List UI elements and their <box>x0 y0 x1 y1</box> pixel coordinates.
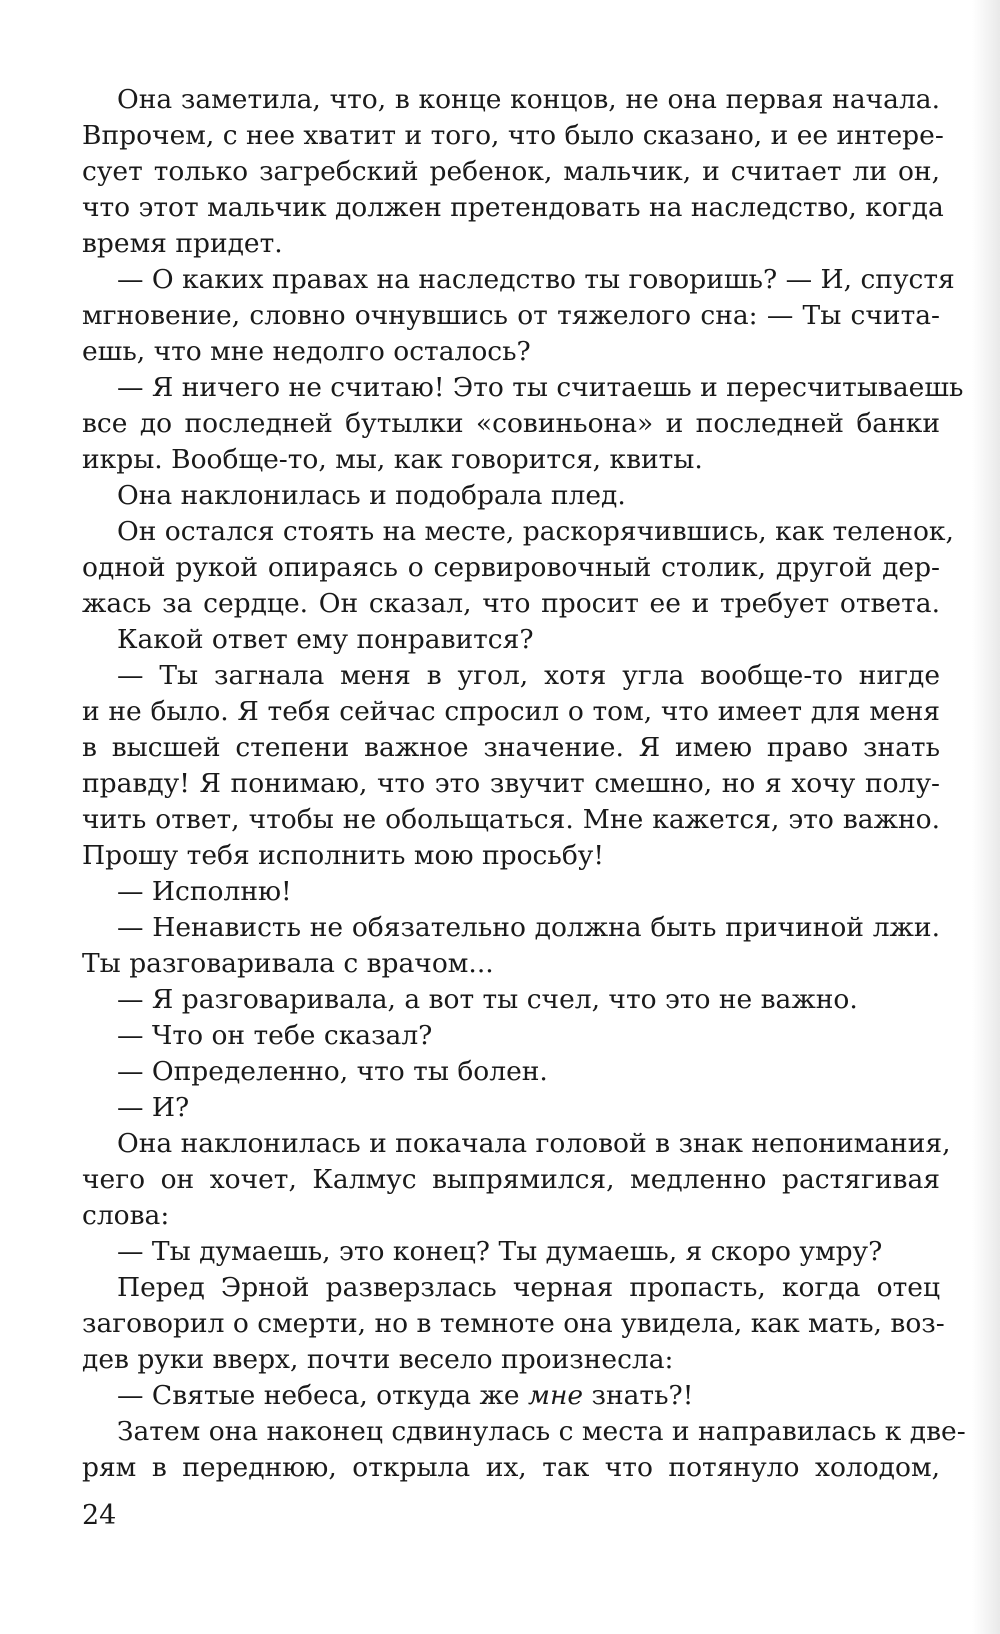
text-line: — Что он тебе сказал? <box>117 1020 433 1051</box>
text-line: одной рукой опираясь о сервировочный столик, другой дер- <box>82 552 940 583</box>
text-line: правду! Я понимаю, что это звучит смешно, но я хочу полу- <box>82 768 940 799</box>
text-line: Она наклонилась и покачала головой в знак непонимания, <box>117 1128 951 1159</box>
text-line: сует только загребский ребенок, мальчик, и считает ли он, <box>82 156 940 187</box>
text-line: чего он хочет, Калмус выпрямился, медленно растягивая <box>82 1164 940 1195</box>
text-line: дев руки вверх, почти весело произнесла: <box>82 1344 674 1375</box>
text-line-with-italic <box>82 1378 940 1414</box>
text-line: — Ты загнала меня в угол, хотя угла вообще-то нигде <box>117 660 940 691</box>
page-edge-shadow <box>972 0 1000 1634</box>
text-line: жась за сердце. Он сказал, что просит ее и требует ответа. <box>82 588 940 619</box>
body-text <box>82 82 966 1486</box>
text-line: — Я разговаривала, а вот ты счел, что это не важно. <box>117 984 858 1015</box>
text-line: Какой ответ ему понравится? <box>117 624 534 655</box>
text-line: Она наклонилась и подобрала плед. <box>117 480 626 511</box>
text-line: в высшей степени важное значение. Я имею право знать <box>82 732 940 763</box>
text-line: ешь, что мне недолго осталось? <box>82 336 531 367</box>
text-line: — О каких правах на наследство ты говоришь? — И, спустя <box>117 264 955 295</box>
text-line: и не было. Я тебя сейчас спросил о том, что имеет для меня <box>82 696 940 727</box>
text-line: Затем она наконец сдвинулась с места и направилась к две- <box>117 1416 966 1447</box>
text-segment: — Святые небеса, откуда же <box>117 1380 528 1411</box>
text-line: — Исполню! <box>117 876 292 907</box>
text-line: чить ответ, чтобы не обольщаться. Мне кажется, это важно. <box>82 804 940 835</box>
text-line: заговорил о смерти, но в темноте она увидела, как мать, воз- <box>82 1308 945 1339</box>
text-line: Он остался стоять на месте, раскорячившись, как теленок, <box>117 516 954 547</box>
text-line: Она заметила, что, в конце концов, не она первая начала. <box>117 84 940 115</box>
text-line: мгновение, словно очнувшись от тяжелого сна: — Ты счита- <box>82 300 940 331</box>
text-line: слова: <box>82 1200 170 1231</box>
text-line: что этот мальчик должен претендовать на наследство, когда <box>82 192 944 223</box>
page-number: 24 <box>82 1500 117 1531</box>
text-segment: знать?! <box>583 1380 694 1411</box>
text-line: — И? <box>117 1092 190 1123</box>
italic-word: мне <box>527 1380 584 1411</box>
text-line: — Ненависть не обязательно должна быть причиной лжи. <box>117 912 940 943</box>
text-line: рям в переднюю, открыла их, так что потянуло холодом, <box>82 1452 940 1483</box>
text-line: время придет. <box>82 228 283 259</box>
text-line: Ты разговаривала с врачом... <box>82 948 494 979</box>
text-line: все до последней бутылки «совиньона» и последней банки <box>82 408 940 439</box>
text-line: Прошу тебя исполнить мою просьбу! <box>82 840 605 871</box>
text-line: — Я ничего не считаю! Это ты считаешь и пересчитываешь <box>117 372 964 403</box>
text-line: — Ты думаешь, это конец? Ты думаешь, я скоро умру? <box>117 1236 883 1267</box>
text-line: икры. Вообще-то, мы, как говорится, квиты. <box>82 444 703 475</box>
text-line: — Определенно, что ты болен. <box>117 1056 548 1087</box>
text-line: Перед Эрной разверзлась черная пропасть, когда отец <box>117 1272 940 1303</box>
text-line: Впрочем, с нее хватит и того, что было сказано, и ее интере- <box>82 120 944 151</box>
